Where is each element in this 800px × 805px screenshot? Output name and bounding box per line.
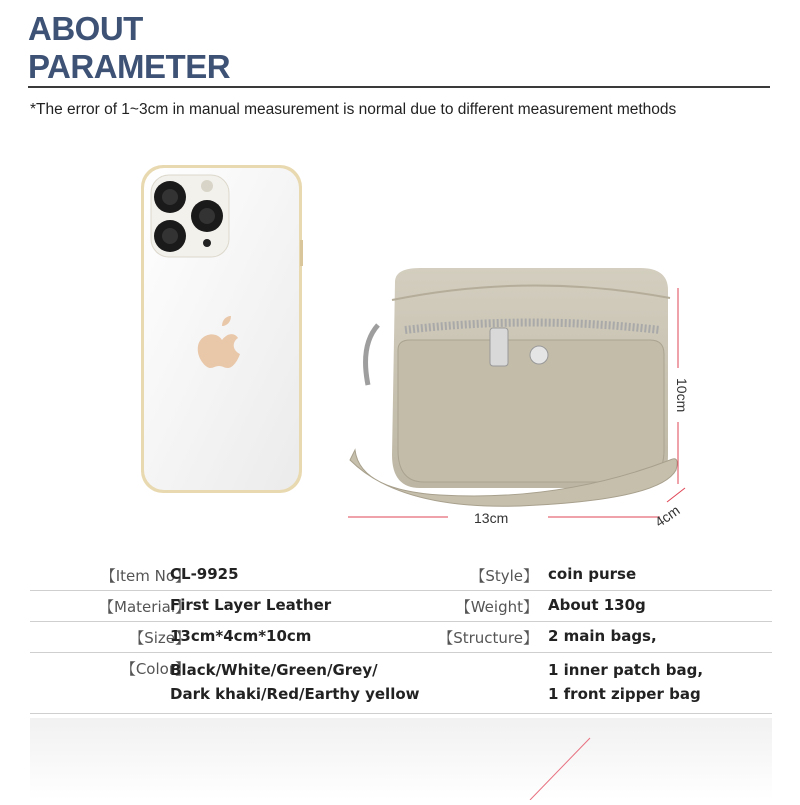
title-line-about: ABOUT <box>28 10 143 47</box>
color-value-line2: Dark khaki/Red/Earthy yellow <box>170 685 420 703</box>
spec-row-material-weight <box>30 591 772 622</box>
weight-value: About 130g <box>548 596 646 614</box>
title-line-parameter: PARAMETER <box>28 48 231 85</box>
style-label: 【Style】 <box>470 567 538 585</box>
structure-value-line3: 1 front zipper bag <box>548 685 701 703</box>
structure-label: 【Structure】 <box>438 629 538 647</box>
spec-row-size-structure <box>30 622 772 653</box>
page-title <box>28 10 230 86</box>
title-divider <box>28 86 770 88</box>
item-no-value: CL-9925 <box>170 565 239 583</box>
structure-value-line2: 1 inner patch bag, <box>548 661 704 679</box>
footer-fade <box>30 718 772 800</box>
spec-row-color-structure <box>30 653 772 714</box>
width-dimension-label: 13cm <box>474 510 509 526</box>
color-label: 【Color】 <box>120 660 190 678</box>
measurement-note: *The error of 1~3cm in manual measurement is normal due to different measurement methods <box>30 101 677 118</box>
item-no-label: 【Item No】 <box>100 567 190 585</box>
coin-purse-image <box>350 268 677 506</box>
phone-image <box>141 165 303 493</box>
size-value: 13cm*4cm*10cm <box>170 627 312 645</box>
size-label: 【Size】 <box>129 629 190 647</box>
structure-value-line1: 2 main bags, <box>548 627 657 645</box>
structure-value-cont <box>548 658 703 706</box>
footer-accent-line <box>30 718 772 800</box>
material-label: 【Material】 <box>99 598 190 616</box>
spec-row-item-style <box>30 560 772 591</box>
height-dimension-label: 10cm <box>674 378 690 413</box>
product-illustration <box>0 150 800 550</box>
style-value: coin purse <box>548 565 637 583</box>
color-value-line1: Black/White/Green/Grey/ <box>170 661 378 679</box>
weight-label: 【Weight】 <box>455 598 538 616</box>
material-value: First Layer Leather <box>170 596 332 614</box>
spec-table <box>30 560 772 714</box>
color-value <box>170 658 420 706</box>
depth-dimension-label: 4cm <box>651 501 683 531</box>
product-figure <box>0 150 800 550</box>
